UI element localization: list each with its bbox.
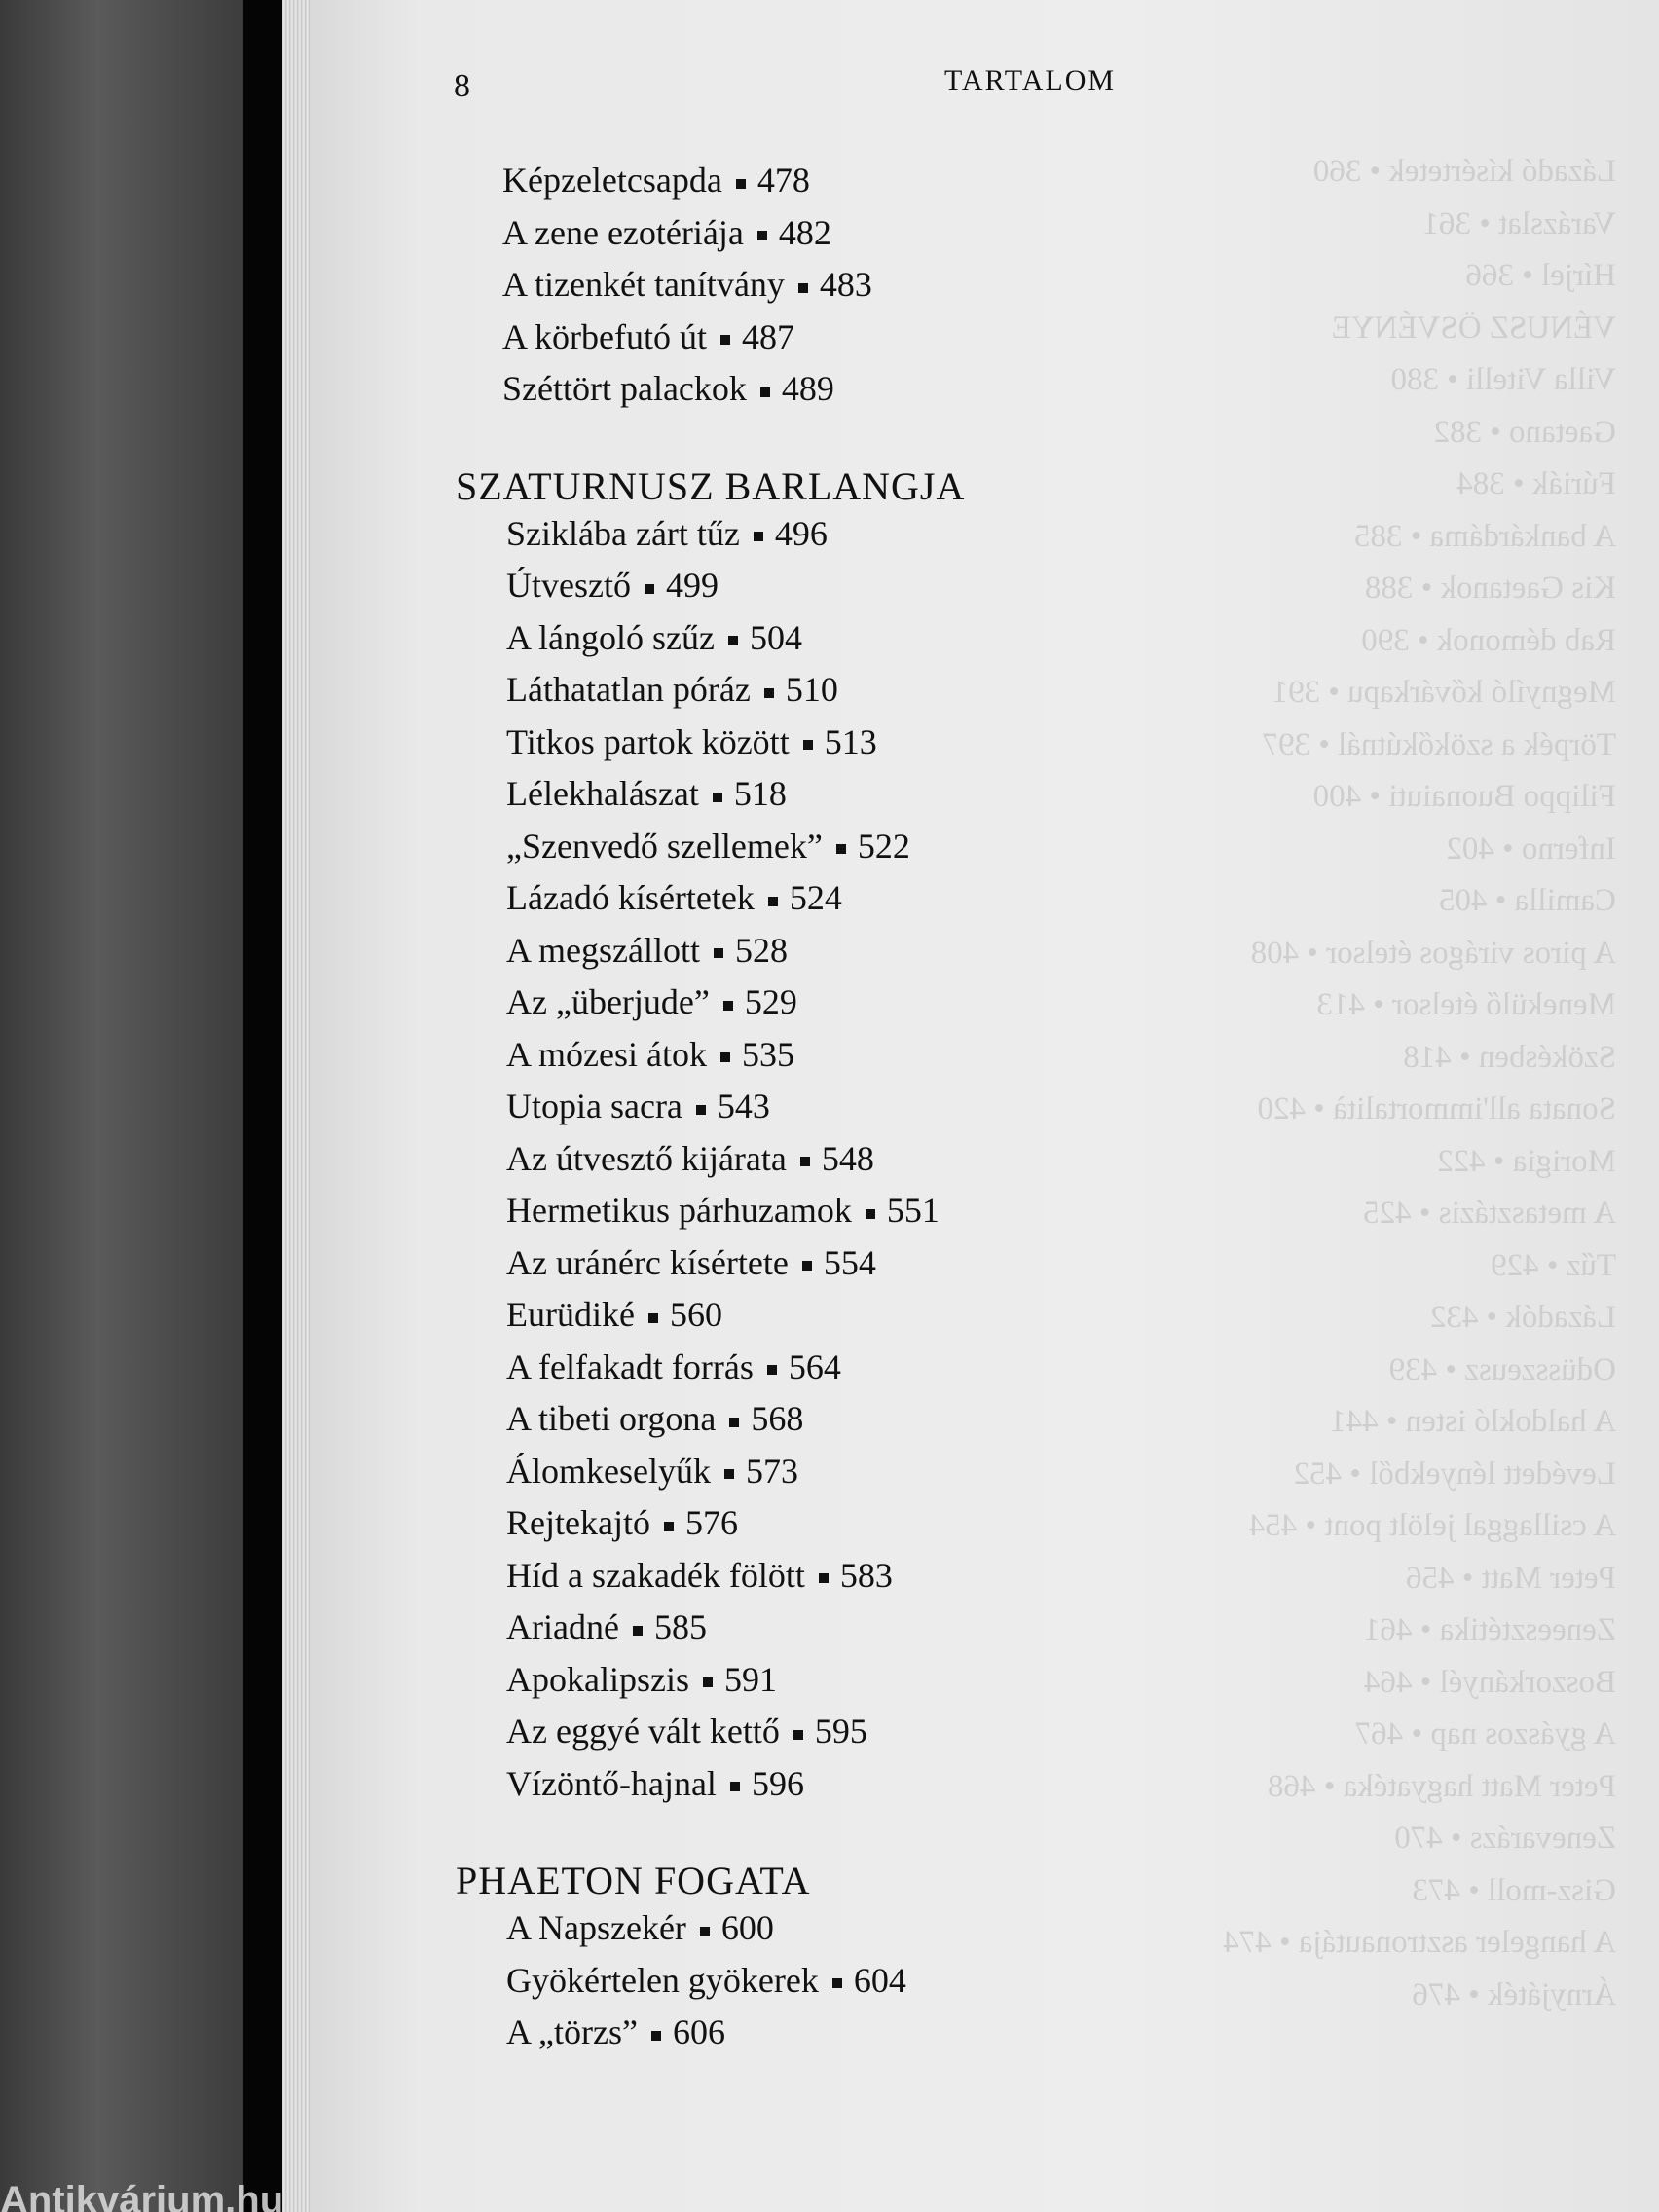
toc-entry (502, 161, 810, 200)
square-bullet-icon (757, 231, 767, 240)
toc-entry (506, 670, 838, 709)
bleed-through-line: Morigia • 422 (1437, 1143, 1616, 1179)
square-bullet-icon (724, 1469, 734, 1479)
square-bullet-icon (800, 1157, 810, 1166)
toc-entry (506, 566, 719, 605)
bleed-through-line: Törpék a szökőkútnál • 397 (1262, 726, 1616, 762)
toc-entry-page: 604 (853, 1960, 906, 2000)
square-bullet-icon (645, 584, 654, 594)
toc-entry-title: Sziklába zárt tűz (506, 513, 740, 553)
toc-entry-page: 554 (823, 1242, 876, 1282)
toc-entry-page: 606 (672, 2012, 725, 2051)
toc-entry-page: 518 (733, 774, 787, 813)
toc-entry (506, 722, 877, 761)
toc-entry-title: Ariadné (506, 1607, 619, 1646)
toc-entry-title: A körbefutó út (502, 316, 707, 356)
square-bullet-icon (819, 1573, 829, 1583)
page-number: 8 (454, 68, 470, 104)
square-bullet-icon (764, 688, 774, 698)
toc-entry-title: A Napszekér (506, 1908, 686, 1947)
square-bullet-icon (651, 2031, 661, 2041)
toc-entry-page: 482 (778, 212, 831, 252)
toc-entry-title: „Szenvedő szellemek” (506, 826, 823, 866)
toc-entry-title: A tizenkét tanítvány (502, 265, 785, 304)
toc-entry (506, 1087, 770, 1125)
toc-entry-title: Apokalipszis (506, 1659, 689, 1699)
toc-entry (506, 618, 802, 657)
toc-entry (506, 827, 910, 866)
toc-entry-page: 483 (819, 265, 872, 304)
toc-entry (506, 1191, 940, 1230)
square-bullet-icon (754, 532, 763, 541)
toc-entry-title: Az eggyé vált kettő (506, 1712, 780, 1751)
toc-entry (506, 1607, 707, 1646)
square-bullet-icon (760, 387, 770, 397)
bleed-through-line: Villa Vitelli • 380 (1390, 362, 1616, 397)
square-bullet-icon (696, 1105, 706, 1115)
toc-entry-page: 499 (665, 566, 719, 605)
toc-entry (506, 1712, 867, 1751)
bleed-through-line: Zeneesztétika • 461 (1364, 1612, 1616, 1647)
square-bullet-icon (793, 1730, 803, 1740)
bleed-through-line: Gaetano • 382 (1433, 414, 1616, 450)
square-bullet-icon (633, 1626, 643, 1636)
toc-entry-title: Képzeletcsapda (502, 161, 722, 200)
toc-entry-page: 596 (751, 1763, 804, 1803)
section-title: SZATURNUSZ BARLANGJA (456, 463, 966, 508)
toc-entry-page: 535 (741, 1034, 794, 1074)
toc-entry-page: 548 (821, 1138, 874, 1178)
toc-entry (506, 1035, 794, 1074)
toc-entry-page: 524 (789, 878, 842, 917)
toc-entry-title: Titkos partok között (506, 721, 790, 761)
toc-entry (506, 774, 787, 813)
bleed-through-line: Varázslat • 361 (1422, 205, 1616, 241)
toc-entry (506, 1399, 803, 1438)
toc-entry-title: Utopia sacra (506, 1087, 682, 1125)
bleed-through-line: A bankárdáma • 385 (1353, 518, 1616, 554)
toc-entry (506, 982, 797, 1021)
bleed-through-line: A csillaggal jelölt pont • 454 (1248, 1508, 1616, 1543)
toc-entry (506, 1908, 774, 1947)
toc-entry-page: 585 (653, 1607, 707, 1646)
square-bullet-icon (768, 897, 778, 906)
square-bullet-icon (720, 1052, 730, 1062)
bleed-through-line: Hírjel • 366 (1465, 258, 1616, 293)
square-bullet-icon (730, 1782, 740, 1791)
toc-entry-page: 591 (723, 1659, 777, 1699)
toc-entry-page: 595 (814, 1712, 867, 1751)
toc-entry-title: Hermetikus párhuzamok (506, 1191, 852, 1230)
toc-entry-page: 568 (751, 1399, 804, 1438)
toc-entry-page: 583 (839, 1555, 893, 1595)
bleed-through-line: Megnyíló kővárkapu • 391 (1272, 675, 1616, 710)
bleed-through-line: A metasztázis • 425 (1363, 1196, 1616, 1231)
bleed-through-line: Gisz-moll • 473 (1412, 1872, 1616, 1908)
bleed-through-line: VÉNUSZ ÖSVÉNYE (1331, 310, 1616, 346)
toc-entry (502, 213, 831, 252)
square-bullet-icon (723, 1001, 733, 1011)
bleed-through-line: Fúriák • 384 (1456, 466, 1616, 501)
toc-entry-page: 576 (684, 1503, 738, 1542)
square-bullet-icon (703, 1677, 713, 1687)
toc-entry-page: 504 (749, 617, 802, 657)
bleed-through-line: Peter Matt • 456 (1406, 1560, 1616, 1596)
toc-entry-page: 510 (785, 670, 838, 709)
toc-entry-title: Eurüdiké (506, 1295, 635, 1334)
toc-entry-title: A „törzs” (506, 2012, 638, 2051)
toc-entry (506, 1243, 876, 1282)
toc-entry (506, 1503, 738, 1542)
square-bullet-icon (729, 1418, 739, 1427)
toc-entry (502, 369, 834, 408)
toc-entry-title: Gyökértelen gyökerek (506, 1960, 819, 2000)
bleed-through-line: Lázadó kísértetek • 360 (1312, 154, 1616, 189)
toc-entry (506, 1452, 798, 1491)
toc-entry (506, 1295, 722, 1334)
bleed-through-line: Peter Matt hagyatéka • 468 (1268, 1768, 1616, 1804)
square-bullet-icon (700, 1927, 710, 1936)
bleed-through-line: Filippo Buonaiuti • 400 (1312, 779, 1616, 814)
toc-entry-title: Széttört palackok (502, 369, 747, 408)
toc-entry-title: Láthatatlan póráz (506, 670, 751, 709)
bleed-through-line: Rab démonok • 390 (1361, 622, 1616, 658)
toc-entry (506, 1961, 906, 2000)
toc-entry-title: A felfakadt forrás (506, 1346, 754, 1386)
toc-entry (502, 317, 794, 356)
toc-entry-title: Lélekhalászat (506, 774, 699, 813)
bleed-through-line: Zenevarázs • 470 (1394, 1821, 1616, 1856)
bleed-through-line: Levédett lényekből • 452 (1293, 1456, 1616, 1492)
toc-entry-page: 543 (717, 1087, 770, 1125)
toc-entry (506, 1660, 777, 1699)
bleed-through-line: Sonata all'immortalità • 420 (1257, 1091, 1616, 1126)
bleed-through-line: Szökésben • 418 (1403, 1039, 1616, 1075)
watermark-logo: Antikvárium.hu (0, 2179, 284, 2212)
toc-entry-title: Rejtekajtó (506, 1503, 650, 1542)
toc-entry (506, 931, 788, 970)
square-bullet-icon (836, 844, 846, 854)
toc-entry-title: Útvesztő (506, 566, 631, 605)
toc-entry (506, 1347, 841, 1386)
bleed-through-line: A haldokló isten • 441 (1330, 1404, 1616, 1439)
toc-entry (506, 878, 842, 917)
square-bullet-icon (767, 1365, 777, 1375)
toc-entry-page: 528 (734, 930, 788, 970)
running-head: TARTALOM (944, 64, 1117, 96)
square-bullet-icon (736, 179, 746, 189)
square-bullet-icon (714, 948, 723, 958)
bleed-through-line: Odüsszeusz • 439 (1388, 1351, 1616, 1387)
square-bullet-icon (728, 636, 738, 645)
toc-entry-title: A megszállott (506, 930, 700, 970)
toc-entry-title: Vízöntő-hajnal (506, 1763, 717, 1803)
bleed-through-line: Camilla • 405 (1438, 883, 1616, 918)
toc-entry-page: 487 (741, 316, 794, 356)
toc-entry-title: Az útvesztő kijárata (506, 1138, 787, 1178)
toc-entry (506, 2012, 725, 2051)
bleed-through-line: Boszorkányél • 464 (1363, 1664, 1616, 1700)
bleed-through-line: Menekülő ételsor • 413 (1316, 987, 1616, 1022)
toc-entry-page: 489 (781, 369, 834, 408)
toc-entry-title: A mózesi átok (506, 1034, 707, 1074)
square-bullet-icon (648, 1313, 658, 1323)
square-bullet-icon (803, 740, 813, 750)
toc-entry-title: Híd a szakadék fölött (506, 1555, 805, 1595)
square-bullet-icon (720, 335, 730, 345)
toc-entry-page: 513 (824, 721, 877, 761)
bleed-through-line: Árnyjáték • 476 (1412, 1976, 1616, 2012)
toc-entry-page: 551 (886, 1191, 940, 1230)
bleed-through-line: A piros virágos ételsor • 408 (1250, 935, 1616, 971)
toc-entry-page: 573 (745, 1451, 798, 1491)
square-bullet-icon (866, 1209, 875, 1219)
square-bullet-icon (713, 793, 722, 802)
toc-entry (506, 1556, 893, 1595)
toc-entry-title: A tibeti orgona (506, 1399, 717, 1438)
bleed-through-line: Lázadók • 432 (1429, 1300, 1616, 1335)
square-bullet-icon (664, 1522, 674, 1531)
toc-entry (506, 514, 828, 553)
toc-entry-page: 478 (756, 161, 810, 200)
toc-entry-page: 496 (774, 513, 828, 553)
square-bullet-icon (802, 1261, 812, 1271)
bleed-through-line: Tűz • 429 (1491, 1247, 1616, 1283)
bleed-through-line: Inferno • 402 (1446, 830, 1616, 866)
toc-entry-title: A zene ezotériája (502, 212, 744, 252)
toc-entry-page: 529 (744, 982, 797, 1021)
bleed-through-line: Kis Gaetanok • 388 (1364, 571, 1616, 606)
toc-entry-title: Lázadó kísértetek (506, 878, 755, 917)
section-title: PHAETON FOGATA (456, 1859, 811, 1902)
toc-entry-page: 522 (857, 826, 910, 866)
square-bullet-icon (832, 1978, 842, 1988)
toc-entry-title: Az uránérc kísértete (506, 1242, 789, 1282)
toc-entry (506, 1764, 804, 1803)
toc-entry-title: Az „überjude” (506, 982, 710, 1021)
bleed-through-line: A hangeler asztronautája • 474 (1223, 1925, 1616, 1960)
toc-entry-title: A lángoló szűz (506, 617, 715, 657)
toc-entry-title: Álomkeselyűk (506, 1451, 711, 1491)
toc-entry-page: 560 (669, 1295, 722, 1334)
toc-entry (502, 265, 872, 304)
bleed-through-line: A gyászos nap • 467 (1354, 1716, 1616, 1751)
toc-entry-page: 564 (788, 1346, 841, 1386)
square-bullet-icon (798, 283, 808, 293)
toc-entry-page: 600 (720, 1908, 774, 1947)
toc-entry (506, 1139, 874, 1178)
